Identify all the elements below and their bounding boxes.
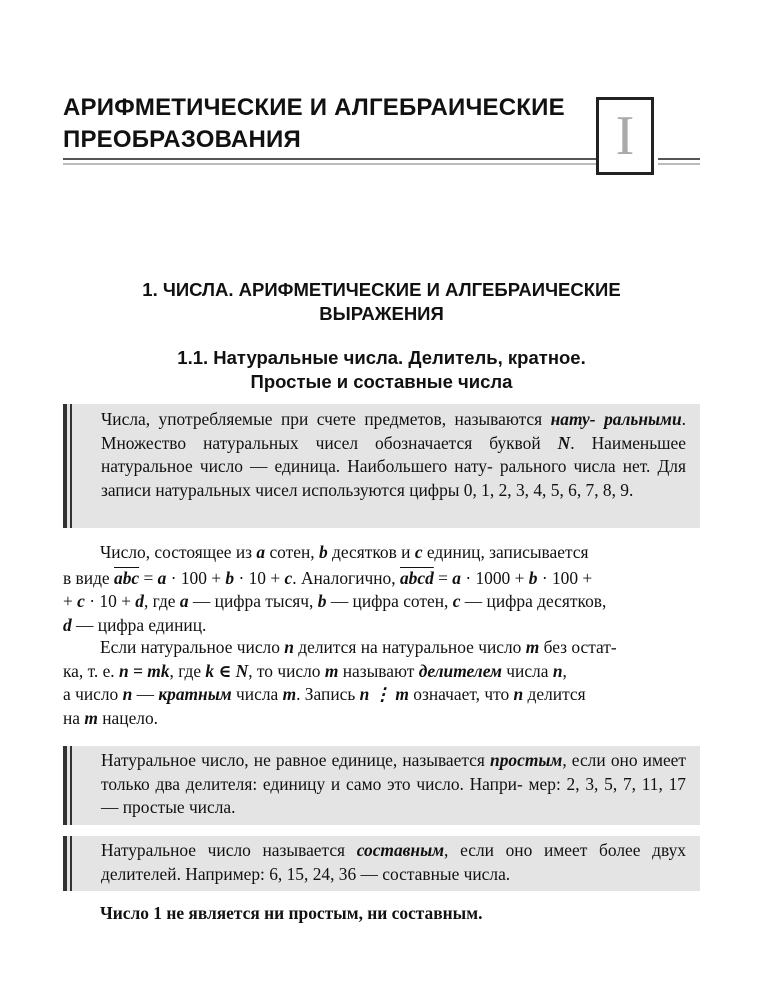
- definition-composite-text: Натуральное число называется составным, если оно имеет более двух делителей. Например: 6, 15, 24, 36 — составные числа.: [101, 840, 686, 884]
- header-rule-light: [63, 163, 597, 165]
- box-bar: [63, 836, 67, 891]
- section-title-line-1: 1. ЧИСЛА. АРИФМЕТИЧЕСКИЕ И АЛГЕБРАИЧЕСКИЕ: [142, 279, 621, 300]
- definition-composite-box: [63, 836, 700, 891]
- chapter-numeral: I: [615, 105, 635, 167]
- box-bar-thin: [70, 836, 72, 891]
- header-rule-right-light: [658, 163, 700, 165]
- definition-prime-box: [63, 746, 700, 825]
- chapter-title-line-1: АРИФМЕТИЧЕСКИЕ И АЛГЕБРАИЧЕСКИЕ: [63, 94, 565, 121]
- paragraph-digits: Число, состоящее из a сотен, b десятков и c единиц, записывается в виде $\overline{abc} = a \cdot 100 + b \cdot 10 + c$. Аналогично, abcd = a · 1000 + b · 100 + + c · 10 + d, где a — цифра тысяч, b — цифра сотен, c — цифра десятков, d — цифра единиц.: [63, 542, 607, 635]
- definition-natural-text: Числа, употребляемые при счете предметов, называются нату- ральными. Множество натуральных чисел обозначается буквой N. Наименьшее натуральное число — единица. Наибольшего нату- рального числа нет. Для записи натуральных чисел используются цифры 0, 1, 2, 3, 4, 5, 6, 7, 8, 9.: [101, 409, 686, 500]
- subsection-title-line-2: Простые и составные числа: [250, 371, 513, 392]
- subsection-title-line-1: 1.1. Натуральные числа. Делитель, кратное.: [177, 347, 586, 368]
- box-bar: [63, 746, 67, 825]
- section-title: [63, 278, 700, 326]
- chapter-title: [63, 92, 565, 156]
- box-bar: [63, 404, 67, 528]
- box-bar-thin: [70, 746, 72, 825]
- definition-natural-box: [63, 404, 700, 528]
- note-number-one: Число 1 не является ни простым, ни составным.: [100, 903, 483, 923]
- box-bar-thin: [70, 404, 72, 528]
- chapter-title-line-2: ПРЕОБРАЗОВАНИЯ: [63, 126, 301, 153]
- chapter-number-box: [596, 97, 654, 175]
- section-title-line-2: ВЫРАЖЕНИЯ: [319, 303, 444, 324]
- definition-prime-text: Натуральное число, не равное единице, называется простым, если оно имеет только два делителя: единицу и само это число. Напри- мер: 2, 3, 5, 7, 11, 17 — простые числа.: [101, 750, 686, 817]
- subsection-title: [63, 346, 700, 394]
- header-rule-right: [658, 158, 700, 160]
- paragraph-divisor: Если натуральное число n делится на натуральное число m без остат- ка, т. е. n = mk, где k ∈ N, то число m называют делителем числа n, а число n — кратным числа m. Запись n ⋮ m означает, что n делится на m нацело.: [63, 637, 617, 728]
- header-rule: [63, 158, 597, 160]
